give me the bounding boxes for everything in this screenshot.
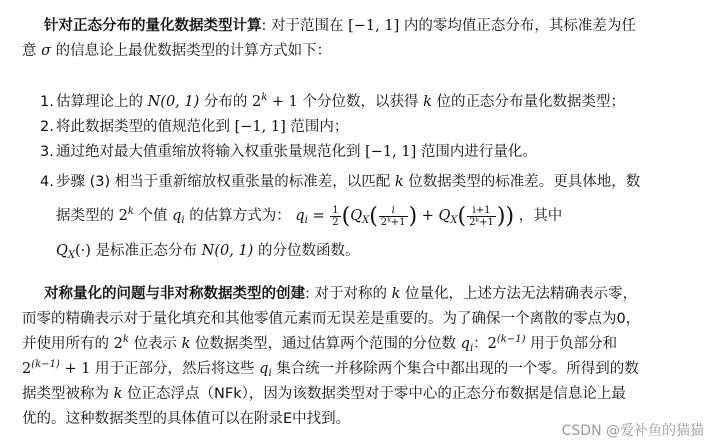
symmetric-heading: 对称量化的问题与非对称数据类型的创建 xyxy=(44,286,305,302)
quantile-formula: $q_i$ = $\frac{1}{2}$ ($Q_X$( $\frac{i}{\text{2ᵏ+1}}$ ) + $Q_X$( $\frac{i+1}{\text{2ᵏ+1}}$ )) xyxy=(295,204,515,229)
step-4: 4. 步骤 (3) 相当于重新缩放权重张量的标准差，以匹配 k 位数据类型的标准差。更具体地，数 据类型的 2$^k$ 个值 $q_i$ 的估算方式为： $q_i$ = $\frac{1}{2}$ ($Q_X$( $\frac{i}{\text{2ᵏ+1}}$ ) + $Q_X$( $\frac{i+1}{\text{2ᵏ+1}}$ )) ，其中 $Q_X(\cdot)$ 是标准正态分布 N(0, 1) 的分位数函数。 xyxy=(40,174,641,261)
step-1: 1. 估算理论上的 N(0, 1) 分布的 $2^k + 1$ 个分位数，以获得 k 位的正态分布量化数据类型； xyxy=(40,92,626,110)
intro-paragraph: 针对正态分布的量化数据类型计算: 对于范围在 [−1, 1] 内的零均值正态分布，其标准差为任 意 σ 的信息论上最优数据类型的计算方式如下： xyxy=(22,18,636,59)
steps-list xyxy=(42,90,702,268)
range-math: [−1, 1] xyxy=(348,18,400,34)
symmetric-paragraph: 对称量化的问题与非对称数据类型的创建: 对于对称的 k 位量化，上述方法无法精确表示零， 而零的精确表示对于量化填充和其他零值元素而无误差是重要的。为了确保一个离散的零点为0， 并使用所有的 2$^k$ 位表示 k 位数据类型，通过估算两个范围的分位数 $q_i$：$2^{(k-1)}$ 用于负部分和 $2^{(k-1)} + 1$ 用于正部分，然后将这些 $q_i$ 集合统一并移除两个集合中都出现的一个零。所得到的数 据类型被称为 k 位正态浮点（NFk），因为该数据类型对于零中心的正态分布数据是信息论上最 优的。这种数据类型的具体值可以在附录E中找到。 xyxy=(22,286,641,427)
sigma-math: σ xyxy=(41,43,52,59)
intro-heading: 针对正态分布的量化数据类型计算 xyxy=(44,18,262,34)
step-2: 2. 将此数据类型的值规范化到 [−1, 1] 范围内； xyxy=(40,119,349,135)
step-3: 3. 通过绝对最大值重缩放将输入权重张量规范化到 [−1, 1] 范围内进行量化。 xyxy=(40,144,537,160)
csdn-watermark: CSDN @爱补鱼的猫猫 xyxy=(561,423,704,439)
